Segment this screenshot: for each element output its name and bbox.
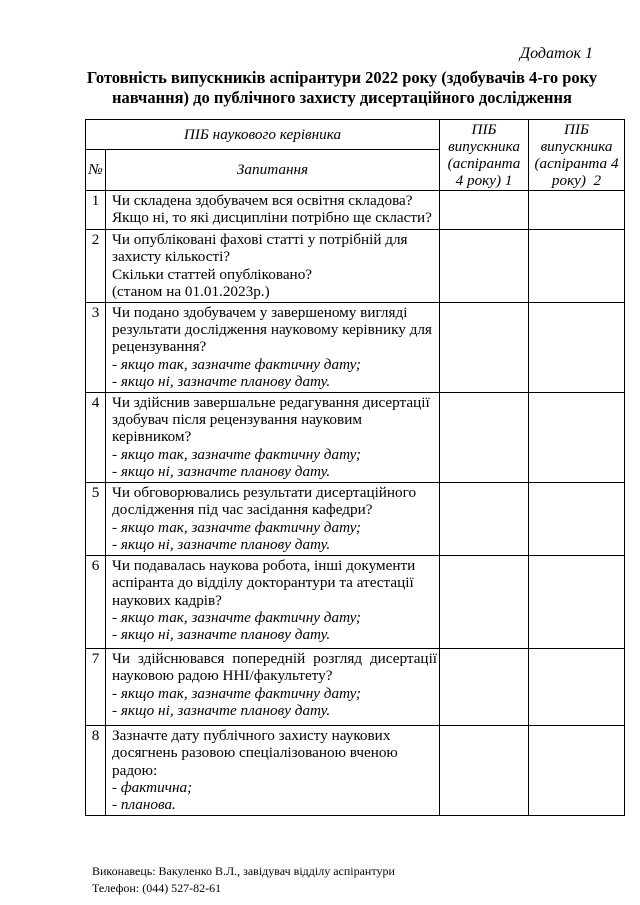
question-text: Зазначте дату публічного захисту наукових досягнень разовою спеціалізованою вченою радою: [112, 726, 398, 779]
question-instruction-line: - якщо так, зазначте фактичну дату; [112, 518, 361, 536]
answer-cell-grad1 [440, 725, 529, 815]
phone-line: Телефон: (044) 527-82-61 [92, 881, 222, 896]
answer-cell-grad2 [529, 302, 625, 392]
row-number: 7 [86, 648, 106, 725]
question-text: Чи здійснив завершальне редагування дисертації здобувач після рецензування науковим керівником? [112, 393, 430, 446]
questionnaire-table [85, 119, 625, 816]
answer-cell-grad1 [440, 482, 529, 555]
header-graduate-2: ПІБ випускника (аспіранта 4 року) 2 [529, 120, 625, 191]
row-number: 5 [86, 482, 106, 555]
answer-cell-grad2 [529, 230, 625, 303]
question-instruction-line: - фактична; [112, 778, 193, 796]
question-instruction-line: - якщо ні, зазначте планову дату. [112, 701, 331, 719]
answer-cell-grad2 [529, 191, 625, 230]
answer-cell-grad1 [440, 648, 529, 725]
answer-cell-grad2 [529, 725, 625, 815]
question-cell [106, 191, 440, 230]
question-instruction-line: - якщо ні, зазначте планову дату. [112, 535, 331, 553]
question-cell [106, 648, 440, 725]
question-instruction-line: - якщо так, зазначте фактичну дату; [112, 355, 361, 373]
question-cell [106, 725, 440, 815]
question-cell [106, 392, 440, 482]
answer-cell-grad2 [529, 648, 625, 725]
header-graduate-1: ПІБ випускника (аспіранта 4 року) 1 [440, 120, 529, 191]
question-text: Чи обговорювались результати дисертаційного дослідження під час засідання кафедри? [112, 483, 417, 519]
question-instruction-line: - якщо ні, зазначте планову дату. [112, 463, 331, 481]
answer-cell-grad2 [529, 392, 625, 482]
table-row [86, 648, 625, 725]
question-text: Чи подано здобувачем у завершеному вигляді результати дослідження науковому керівнику для рецензування? [112, 303, 432, 356]
question-cell [106, 302, 440, 392]
header-supervisor-name: ПІБ наукового керівника [86, 120, 440, 150]
question-cell [106, 482, 440, 555]
answer-cell-grad1 [440, 230, 529, 303]
question-instruction-line: - якщо ні, зазначте планову дату. [112, 373, 331, 391]
question-instruction-line: - якщо так, зазначте фактичну дату; [112, 445, 361, 463]
table-row [86, 230, 625, 303]
question-cell [106, 230, 440, 303]
question-instruction-line: - якщо так, зазначте фактичну дату; [112, 684, 361, 702]
header-row-supervisor [86, 120, 625, 150]
answer-cell-grad1 [440, 555, 529, 648]
executor-line: Виконавець: Вакуленко В.Л., завідувач відділу аспірантури [92, 863, 395, 878]
row-number: 6 [86, 555, 106, 648]
answer-cell-grad1 [440, 302, 529, 392]
row-number: 3 [86, 302, 106, 392]
table-row [86, 725, 625, 815]
question-instruction-line: - якщо ні, зазначте планову дату. [112, 626, 331, 644]
question-text: Скільки статтей опубліковано? [112, 265, 313, 283]
question-text: (станом на 01.01.2023р.) [112, 283, 270, 301]
answer-cell-grad1 [440, 191, 529, 230]
table-row [86, 555, 625, 648]
question-cell [106, 555, 440, 648]
table-row [86, 191, 625, 230]
question-text: Якщо ні, то які дисципліни потрібно ще скласти? [112, 209, 432, 227]
row-number: 2 [86, 230, 106, 303]
header-question: Запитання [106, 150, 440, 191]
question-instruction-line: - якщо так, зазначте фактичну дату; [112, 608, 361, 626]
page-title: Готовність випускників аспірантури 2022 року (здобувачів 4-го року навчання) до публічного захисту дисертаційного дослідження [86, 68, 598, 107]
row-number: 1 [86, 191, 106, 230]
answer-cell-grad2 [529, 482, 625, 555]
document-footer [92, 863, 640, 898]
table-header [86, 120, 625, 191]
question-text: Чи опубліковані фахові статті у потрібній для захисту кількості? [112, 231, 408, 266]
question-instruction-line: - планова. [112, 796, 176, 814]
table-row [86, 302, 625, 392]
question-text: Чи складена здобувачем вся освітня складова? [112, 192, 413, 209]
answer-cell-grad2 [529, 555, 625, 648]
header-number: № [86, 150, 106, 191]
table-row [86, 482, 625, 555]
answer-cell-grad1 [440, 392, 529, 482]
question-rows [86, 191, 625, 816]
table-row [86, 392, 625, 482]
row-number: 8 [86, 725, 106, 815]
question-text: Чи подавалась наукова робота, інші документи аспіранта до відділу докторантури та атестації наукових кадрів? [112, 556, 416, 609]
question-text: Чи здійснювався попередній розгляд дисертації науковою радою ННІ/факультету? [112, 649, 438, 685]
row-number: 4 [86, 392, 106, 482]
appendix-label: Додаток 1 [519, 45, 593, 62]
